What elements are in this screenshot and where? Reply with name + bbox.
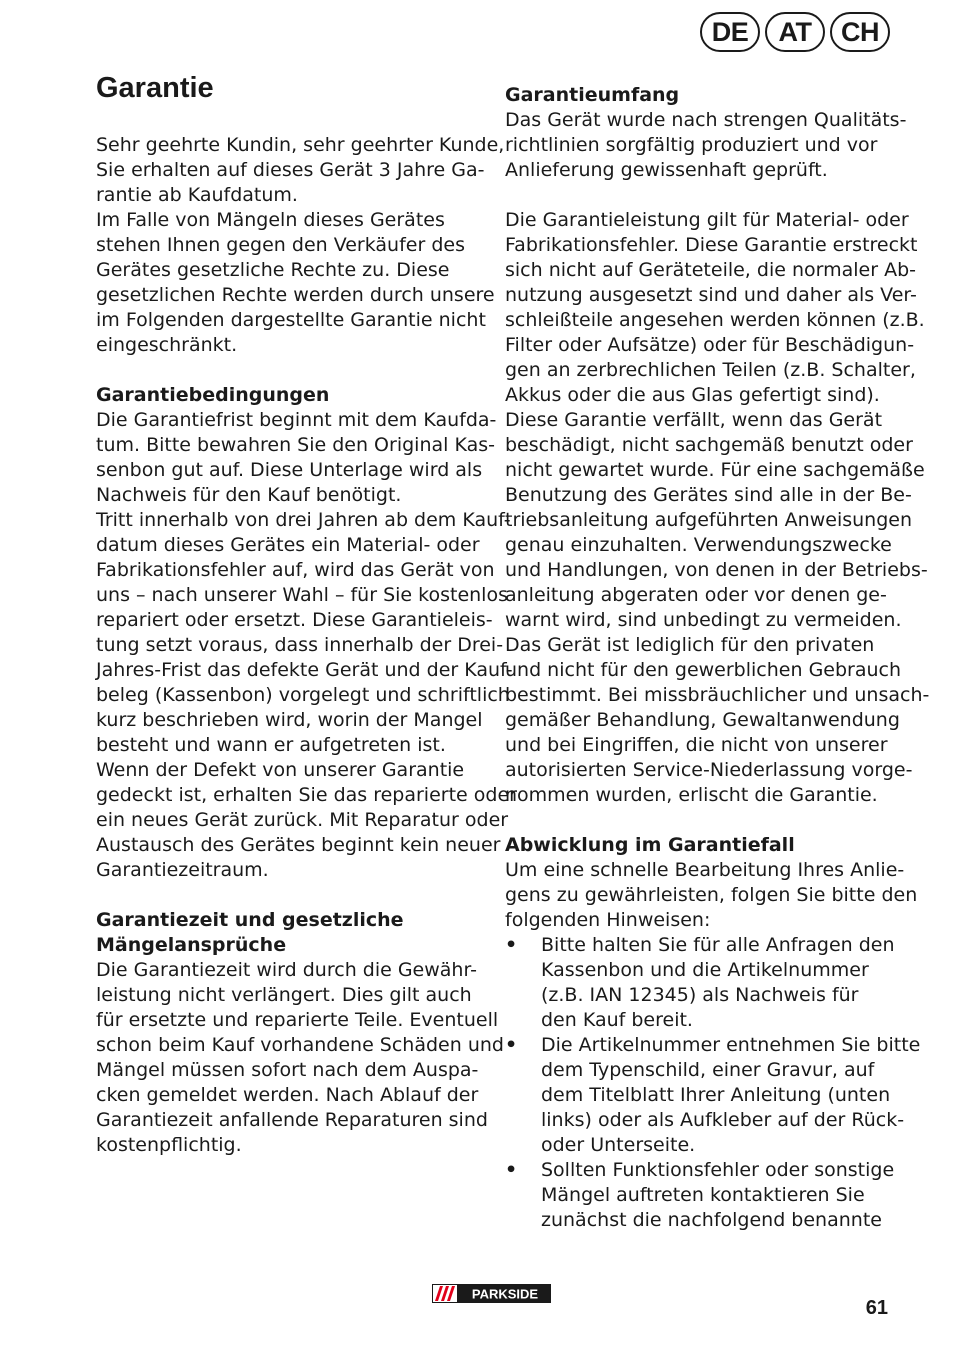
text-line: anleitung abgeraten oder vor denen ge-	[505, 584, 887, 606]
text-line: links) oder als Aufkleber auf der Rück-	[541, 1109, 905, 1131]
country-badge-de: DE	[700, 12, 760, 52]
text-line: nommen wurden, erlischt die Garantie.	[505, 784, 878, 806]
text-line: beleg (Kassenbon) vorgelegt und schriftlich	[96, 684, 510, 706]
instruction-list	[505, 933, 921, 1233]
text-line: leistung nicht verlängert. Dies gilt auch	[96, 984, 472, 1006]
section-heading: Garantieumfang	[505, 84, 680, 106]
text-line: und nicht für den gewerblichen Gebrauch	[505, 659, 902, 681]
text-line: nicht gewartet wurde. Für eine sachgemäße	[505, 459, 925, 481]
text-line: gen an zerbrechlichen Teilen (z.B. Schalter,	[505, 359, 916, 381]
text-line: Wenn der Defekt von unserer Garantie	[96, 759, 465, 781]
list-item	[505, 1033, 921, 1158]
page-number: 61	[865, 1297, 888, 1319]
left-column	[96, 133, 517, 1158]
text-line: kostenpflichtig.	[96, 1134, 242, 1156]
text-line: Akkus oder die aus Glas gefertigt sind).	[505, 384, 880, 406]
text-line: repariert oder ersetzt. Diese Garantieleis-	[96, 609, 493, 631]
text-line: Sie erhalten auf dieses Gerät 3 Jahre Ga-	[96, 159, 485, 181]
list-item-text	[541, 1033, 920, 1158]
text-line: besteht und wann er aufgetreten ist.	[96, 734, 446, 756]
country-badge-at: AT	[765, 12, 825, 52]
right-column-text	[505, 83, 930, 933]
logo-wordmark: PARKSIDE	[471, 1286, 539, 1302]
text-line: Kassenbon und die Artikelnummer	[541, 959, 869, 981]
text-line: sich nicht auf Geräteteile, die normaler Ab-	[505, 259, 916, 281]
text-line: Gerätes gesetzliche Rechte zu. Diese	[96, 259, 450, 281]
text-line: autorisierten Service-Niederlassung vorge-	[505, 759, 913, 781]
text-line: Benutzung des Gerätes sind alle in der Be-	[505, 484, 912, 506]
text-line: und Handlungen, von denen in der Betriebs-	[505, 559, 928, 581]
text-line: beschädigt, nicht sachgemäß benutzt oder	[505, 434, 913, 456]
section-heading: Mängelansprüche	[96, 934, 287, 956]
text-line: datum dieses Gerätes ein Material- oder	[96, 534, 480, 556]
text-line: Filter oder Aufsätze) oder für Beschädigun-	[505, 334, 915, 356]
text-line: für ersetzte und reparierte Teile. Eventuell	[96, 1009, 499, 1031]
text-line: gens zu gewährleisten, folgen Sie bitte den	[505, 884, 918, 906]
text-line: Austausch des Gerätes beginnt kein neuer	[96, 834, 501, 856]
country-badge-ch: CH	[830, 12, 890, 52]
text-line: schleißteile angesehen werden können (z.B.	[505, 309, 925, 331]
text-line: dem Titelblatt Ihrer Anleitung (unten	[541, 1084, 891, 1106]
text-line: gemäßer Behandlung, Gewaltanwendung	[505, 709, 900, 731]
page-title: Garantie	[96, 72, 214, 104]
text-line: nutzung ausgesetzt sind und daher als Ver-	[505, 284, 917, 306]
paragraph-spacer	[96, 883, 496, 908]
text-line: dem Typenschild, einer Gravur, auf	[541, 1059, 875, 1081]
text-line: Garantiezeitraum.	[96, 859, 269, 881]
text-line: Die Garantiezeit wird durch die Gewähr-	[96, 959, 477, 981]
text-line: Tritt innerhalb von drei Jahren ab dem Kauf-	[96, 509, 511, 531]
right-column	[505, 83, 930, 1233]
paragraph-spacer	[505, 808, 905, 833]
text-line: und bei Eingriffen, die nicht von unserer	[505, 734, 888, 756]
text-line: Fabrikationsfehler auf, wird das Gerät von	[96, 559, 495, 581]
paragraph-spacer	[96, 358, 496, 383]
text-line: Jahres-Frist das defekte Gerät und der Kauf-	[96, 659, 513, 681]
text-line: Das Gerät wurde nach strengen Qualitäts-	[505, 109, 907, 131]
text-line: Nachweis für den Kauf benötigt.	[96, 484, 402, 506]
text-line: kurz beschrieben wird, worin der Mangel	[96, 709, 483, 731]
text-line: stehen Ihnen gegen den Verkäufer des	[96, 234, 465, 256]
text-line: Garantiezeit anfallende Reparaturen sind	[96, 1109, 488, 1131]
text-line: Diese Garantie verfällt, wenn das Gerät	[505, 409, 883, 431]
bullet-icon: •	[505, 1159, 518, 1181]
text-line: Anlieferung gewissenhaft geprüft.	[505, 159, 828, 181]
list-item-text	[541, 933, 905, 1033]
text-line: tum. Bitte bewahren Sie den Original Kas-	[96, 434, 495, 456]
list-item	[505, 1158, 905, 1233]
country-badges	[700, 12, 890, 52]
text-line: Bitte halten Sie für alle Anfragen den	[541, 934, 895, 956]
text-line: tung setzt voraus, dass innerhalb der Drei-	[96, 634, 504, 656]
text-line: Mängel auftreten kontaktieren Sie	[541, 1184, 865, 1206]
section-heading: Garantiebedingungen	[96, 384, 330, 406]
text-line: eingeschränkt.	[96, 334, 238, 356]
text-line: Im Falle von Mängeln dieses Gerätes	[96, 209, 445, 231]
text-line: Die Garantiefrist beginnt mit dem Kaufda-	[96, 409, 497, 431]
section-heading: Garantiezeit und gesetzliche	[96, 909, 404, 931]
text-line: Fabrikationsfehler. Diese Garantie erstreckt	[505, 234, 918, 256]
text-line: bestimmt. Bei missbräuchlicher und unsach-	[505, 684, 930, 706]
bullet-icon: •	[505, 934, 518, 956]
list-item	[505, 933, 905, 1033]
text-line: im Folgenden dargestellte Garantie nicht	[96, 309, 486, 331]
parkside-logo	[432, 1284, 551, 1307]
text-line: Das Gerät ist lediglich für den privaten	[505, 634, 875, 656]
text-line: gedeckt ist, erhalten Sie das reparierte oder	[96, 784, 517, 806]
text-line: (z.B. IAN 12345) als Nachweis für	[541, 984, 859, 1006]
bullet-icon: •	[505, 1034, 518, 1056]
text-line: Um eine schnelle Bearbeitung Ihres Anlie-	[505, 859, 905, 881]
text-line: oder Unterseite.	[541, 1134, 696, 1156]
text-line: Die Artikelnummer entnehmen Sie bitte	[541, 1034, 921, 1056]
paragraph-spacer	[505, 183, 905, 208]
text-line: zunächst die nachfolgend benannte	[541, 1209, 882, 1231]
text-line: warnt wird, sind unbedingt zu vermeiden.	[505, 609, 902, 631]
text-line: rantie ab Kaufdatum.	[96, 184, 298, 206]
text-line: ein neues Gerät zurück. Mit Reparatur oder	[96, 809, 509, 831]
text-line: Mängel müssen sofort nach dem Auspa-	[96, 1059, 479, 1081]
text-line: folgenden Hinweisen:	[505, 909, 711, 931]
text-line: senbon gut auf. Diese Unterlage wird als	[96, 459, 483, 481]
text-line: den Kauf bereit.	[541, 1009, 693, 1031]
text-line: uns – nach unserer Wahl – für Sie kostenlos	[96, 584, 508, 606]
list-item-text	[541, 1158, 905, 1233]
text-line: Sehr geehrte Kundin, sehr geehrter Kunde,	[96, 134, 505, 156]
text-line: genau einzuhalten. Verwendungszwecke	[505, 534, 892, 556]
text-line: triebsanleitung aufgeführten Anweisungen	[505, 509, 913, 531]
text-line: gesetzlichen Rechte werden durch unsere	[96, 284, 495, 306]
text-line: Die Garantieleistung gilt für Material- oder	[505, 209, 909, 231]
section-heading: Abwicklung im Garantiefall	[505, 834, 795, 856]
text-line: Sollten Funktionsfehler oder sonstige	[541, 1159, 895, 1181]
text-line: schon beim Kauf vorhandene Schäden und	[96, 1034, 504, 1056]
text-line: cken gemeldet werden. Nach Ablauf der	[96, 1084, 479, 1106]
text-line: richtlinien sorgfältig produziert und vor	[505, 134, 878, 156]
